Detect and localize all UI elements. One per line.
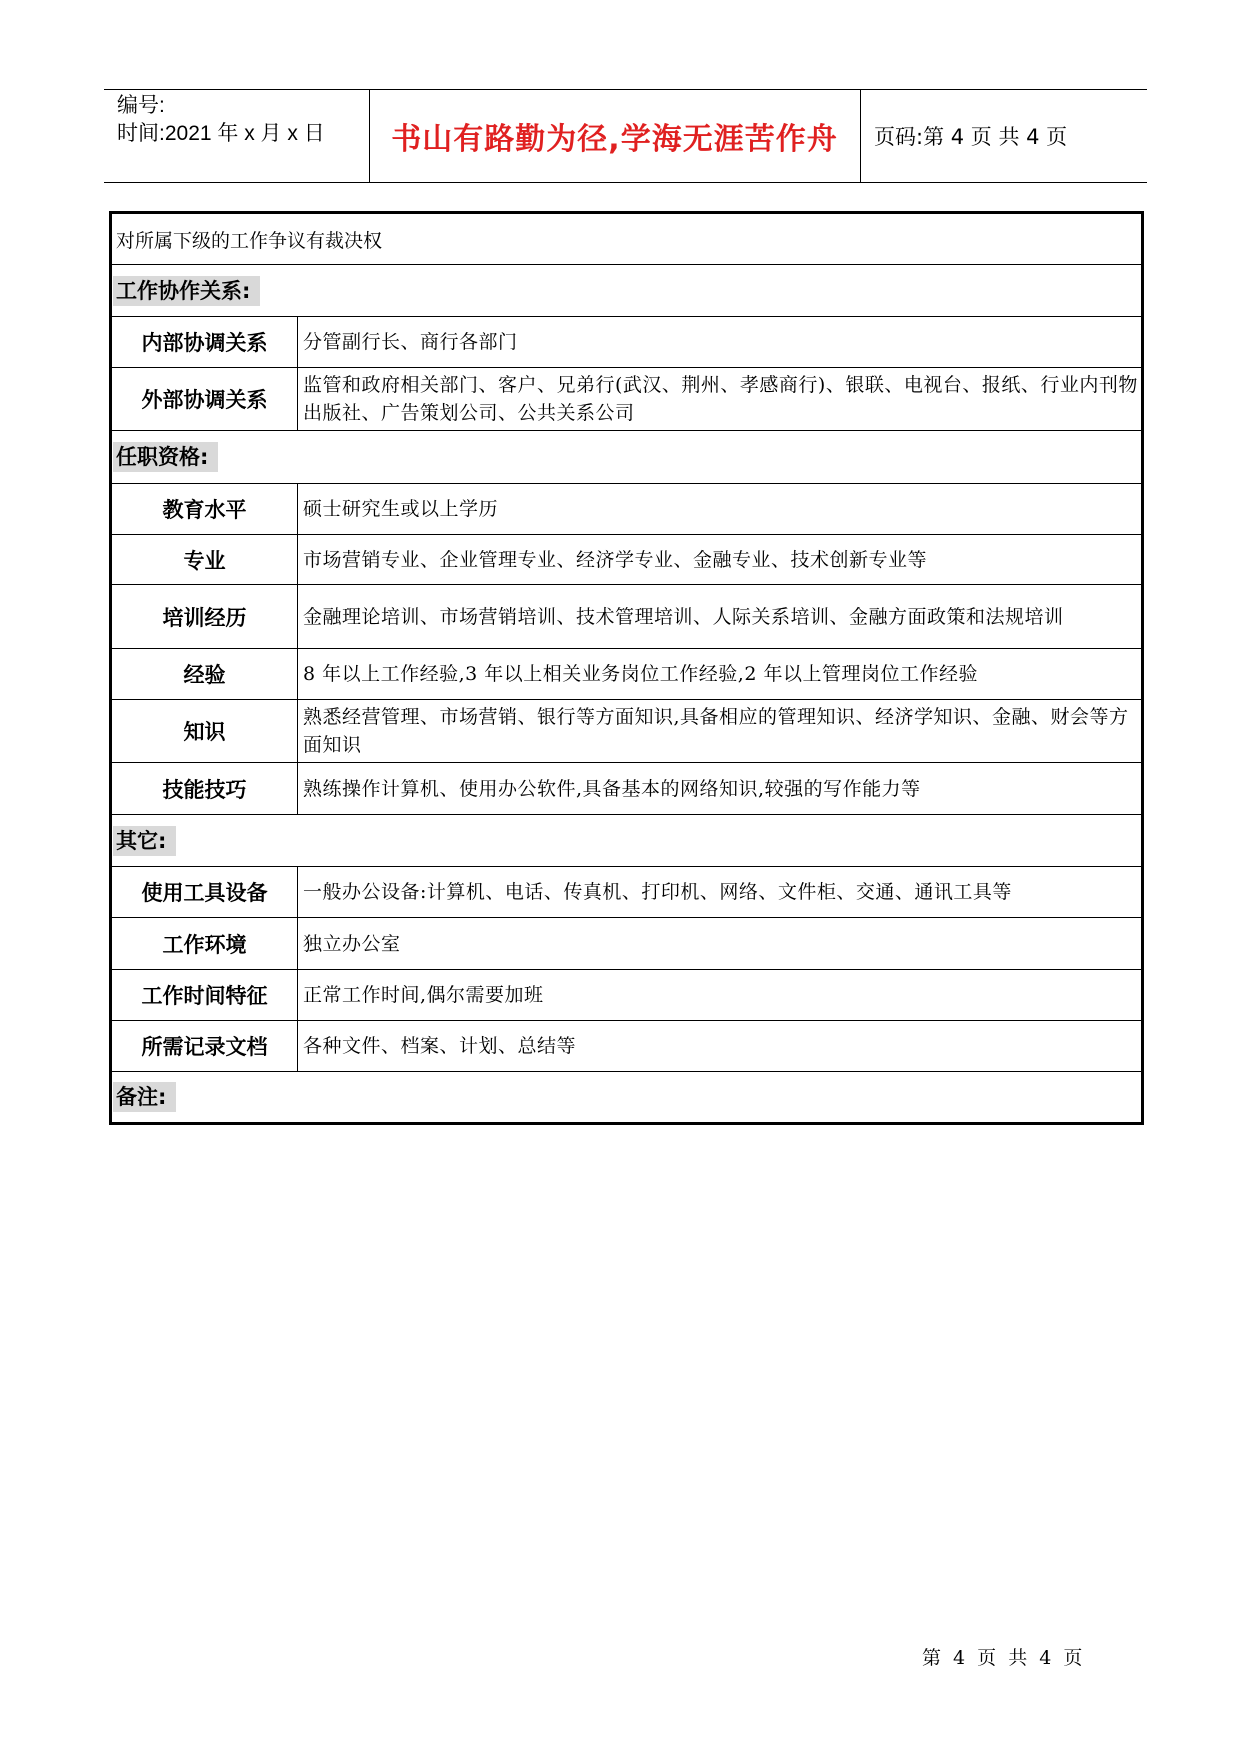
authority-text: 对所属下级的工作争议有裁决权: [111, 213, 1143, 265]
row-value-education: 硕士研究生或以上学历: [298, 484, 1143, 535]
row-value-external: 监管和政府相关部门、客户、兄弟行(武汉、荆州、孝感商行)、银联、电视台、报纸、行业内刊物出版社、广告策划公司、公共关系公司: [298, 368, 1143, 431]
table-row: [111, 368, 1143, 431]
row-value-skills: 熟练操作计算机、使用办公软件,具备基本的网络知识,较强的写作能力等: [298, 763, 1143, 815]
row-value-experience: 8 年以上工作经验,3 年以上相关业务岗位工作经验,2 年以上管理岗位工作经验: [298, 649, 1143, 700]
section-title-remarks: 备注:: [113, 1082, 176, 1112]
document-date: 时间:2021 年 x 月 x 日: [117, 122, 325, 145]
table-row-authority: [111, 213, 1143, 265]
document-number-label: 编号:: [117, 94, 165, 117]
header-meta: [117, 92, 362, 148]
table-row: [111, 649, 1143, 700]
table-row: [111, 867, 1143, 918]
row-value-training: 金融理论培训、市场营销培训、技术管理培训、人际关系培训、金融方面政策和法规培训: [298, 585, 1143, 649]
row-label-records: 所需记录文档: [111, 1021, 298, 1072]
table-row: [111, 970, 1143, 1021]
table-row: [111, 700, 1143, 763]
section-row-cooperation: [111, 265, 1143, 317]
section-row-qualification: [111, 431, 1143, 484]
row-label-skills: 技能技巧: [111, 763, 298, 815]
row-value-work-hours: 正常工作时间,偶尔需要加班: [298, 970, 1143, 1021]
row-label-training: 培训经历: [111, 585, 298, 649]
row-label-work-hours: 工作时间特征: [111, 970, 298, 1021]
section-row-other: [111, 815, 1143, 867]
header-page-info: 页码:第 4 页 共 4 页: [874, 124, 1068, 149]
header-bottom-rule: [104, 182, 1147, 183]
row-label-internal: 内部协调关系: [111, 317, 298, 368]
row-label-tools: 使用工具设备: [111, 867, 298, 918]
table-row: [111, 535, 1143, 585]
table-row: [111, 1021, 1143, 1072]
section-title-cooperation: 工作协作关系:: [113, 276, 260, 306]
table-row: [111, 317, 1143, 368]
row-value-knowledge: 熟悉经营管理、市场营销、银行等方面知识,具备相应的管理知识、经济学知识、金融、财会等方面知识: [298, 700, 1143, 763]
header-divider-right: [860, 89, 861, 183]
row-label-education: 教育水平: [111, 484, 298, 535]
footer-page-number: 第 4 页 共 4 页: [922, 1647, 1083, 1669]
header-motto: 书山有路勤为径,学海无涯苦作舟: [391, 121, 838, 157]
row-value-major: 市场营销专业、企业管理专业、经济学专业、金融专业、技术创新专业等: [298, 535, 1143, 585]
row-value-environment: 独立办公室: [298, 918, 1143, 970]
row-label-environment: 工作环境: [111, 918, 298, 970]
section-row-remarks: [111, 1072, 1143, 1124]
row-value-internal: 分管副行长、商行各部门: [298, 317, 1143, 368]
row-label-knowledge: 知识: [111, 700, 298, 763]
table-row: [111, 918, 1143, 970]
section-title-other: 其它:: [113, 826, 176, 856]
row-value-tools: 一般办公设备:计算机、电话、传真机、打印机、网络、文件柜、交通、通讯工具等: [298, 867, 1143, 918]
table-row: [111, 484, 1143, 535]
row-label-major: 专业: [111, 535, 298, 585]
job-description-table: [109, 211, 1144, 1125]
table-row: [111, 763, 1143, 815]
row-label-external: 外部协调关系: [111, 368, 298, 431]
row-value-records: 各种文件、档案、计划、总结等: [298, 1021, 1143, 1072]
section-title-qualification: 任职资格:: [113, 442, 218, 472]
row-label-experience: 经验: [111, 649, 298, 700]
table-row: [111, 585, 1143, 649]
